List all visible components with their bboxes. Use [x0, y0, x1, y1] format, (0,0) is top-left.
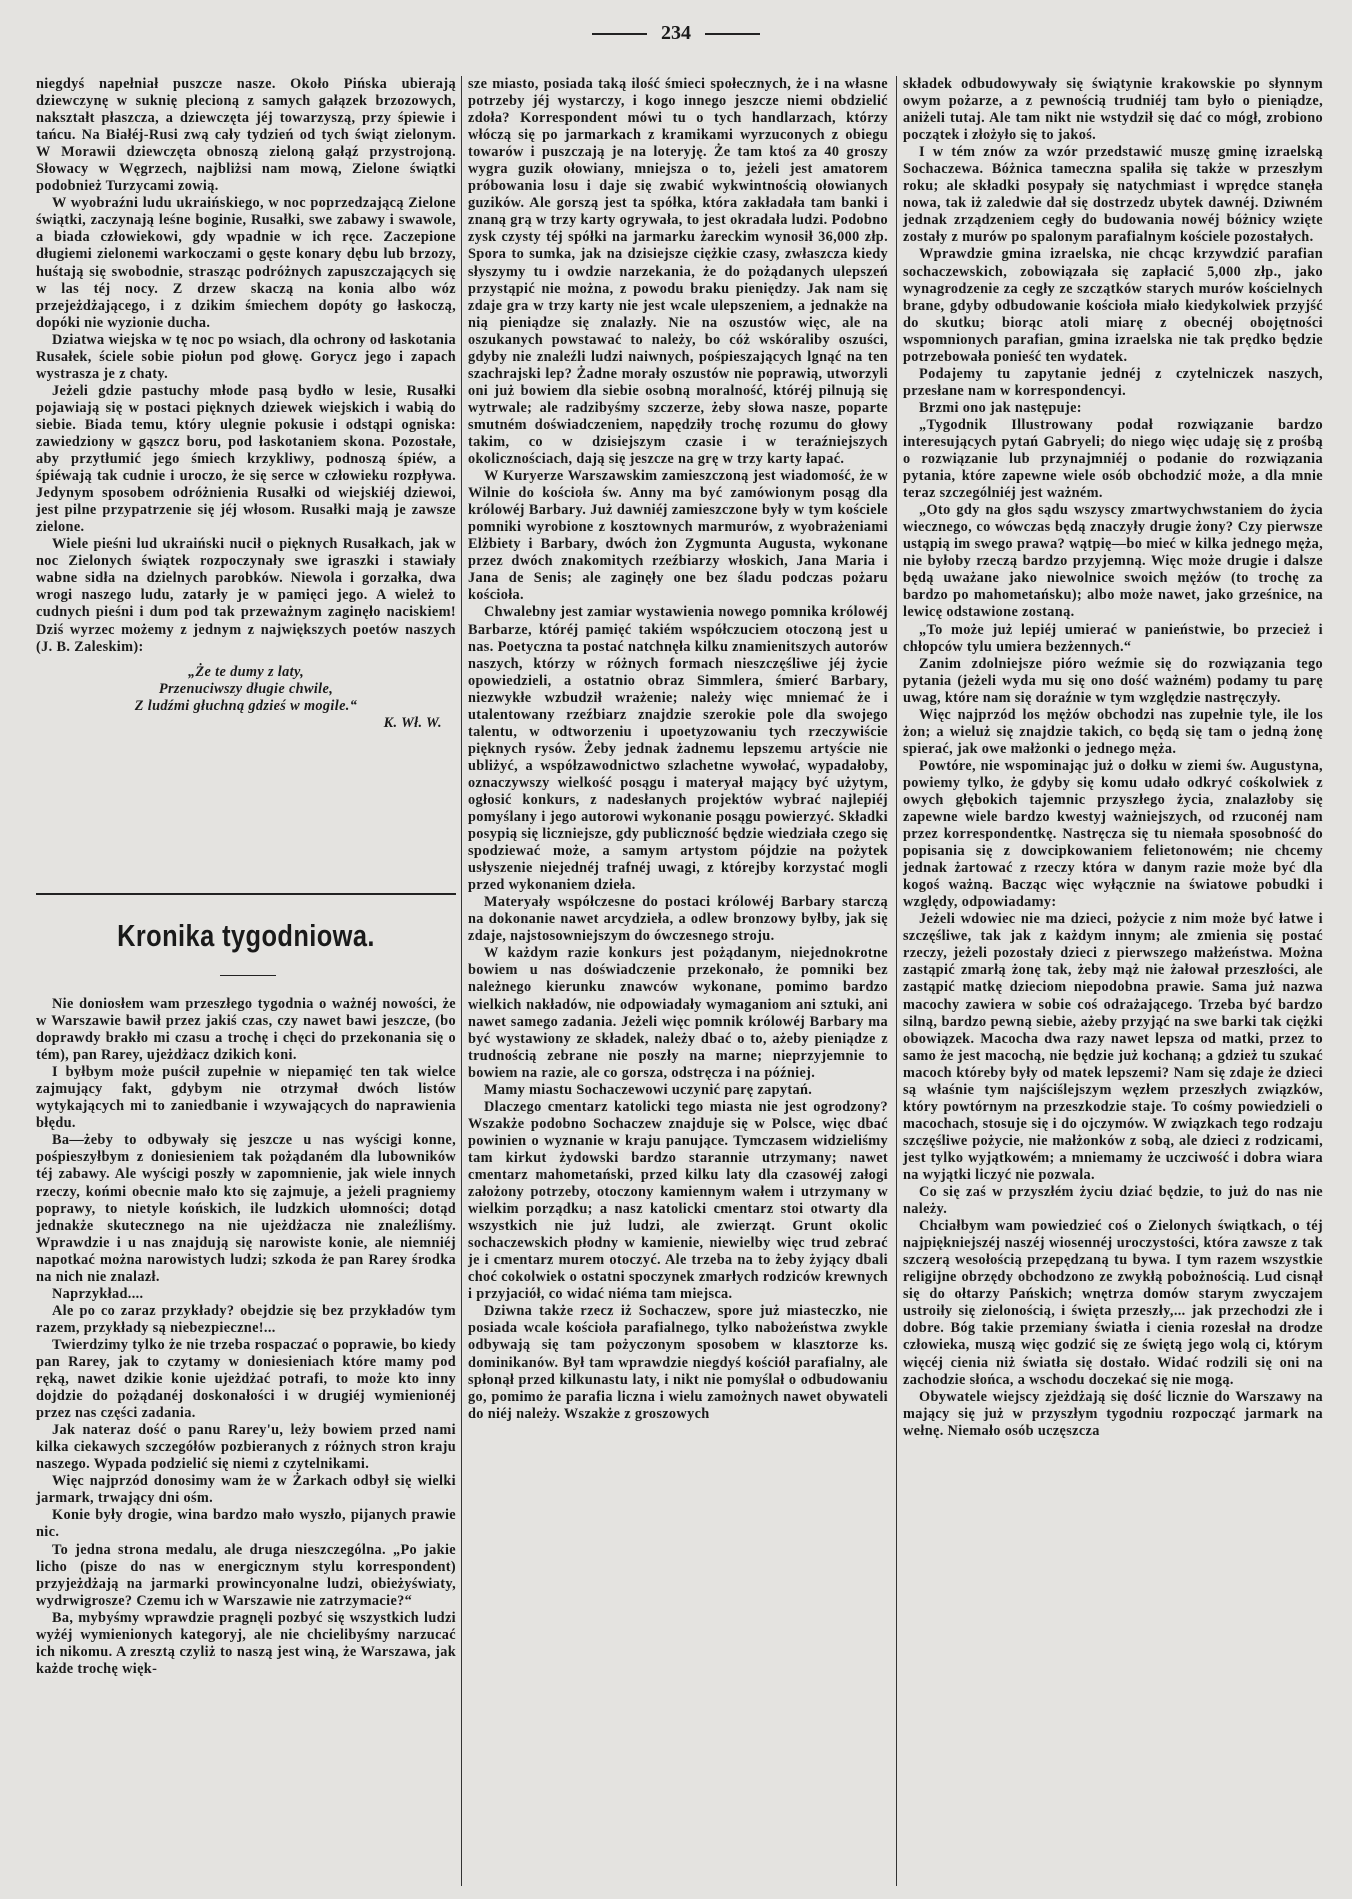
section-divider [36, 893, 456, 895]
paragraph: Dlaczego cmentarz katolicki tego miasta nie jest ogrodzony? Wszakże podobno Sochaczew znajduje się w Polsce, więc dbać powinien o wyznanie w kraju panujące. Tymczasem widzieliśmy tam kirkut żydowski bardzo starannie utrzymany; nawet cmentarz mahometański, przed kilku laty dla czasowéj załogi założony potrzeby, otoczony kamiennym wałem i utrzymany w wielkim porządku; a nasz katolicki cmentarz stoi otwarty dla wszystkich nie już ludzi, ale zwierząt. Grunt okolic sochaczewskich płodny w kamienie, niewielby więc trud zebrać je i cmentarz murem otoczyć. Ale trzeba na to żeby żyjący dbali choć cokolwiek o ostatni spoczynek zmarłych rodziców krewnych i przyjaciół, co widać niéma tam miejsca. [468, 1098, 888, 1303]
paragraph: Jak nateraz dość o panu Rarey'u, leży bowiem przed nami kilka ciekawych szczegółów pozbieranych z różnych stron kraju naszego. Wypada podzielić się niemi z czytelnikami. [36, 1422, 456, 1473]
poem-line: Przenuciwszy długie chwile, [158, 680, 334, 697]
poem-line: Z ludźmi głuchną gdzieś w mogile.“ [134, 697, 358, 714]
paragraph: „To może już lepiéj umierać w panieństwie, bo przecież i chłopców tylu umiera bezżennych.“ [903, 621, 1323, 655]
paragraph: Nie doniosłem wam przeszłego tygodnia o ważnéj nowości, że w Warszawie bawił przez jakiś czas, czy nawet bawi jeszcze, (bo doprawdy brakło mi czasu a trochę i chęci do przekonania się o tém), pan Rarey, ujeżdżacz dzikich koni. [36, 996, 456, 1064]
paragraph: „Oto gdy na głos sądu wszyscy zmartwychwstaniem do życia wiecznego, co wówczas będą znaczyły drugie żony? Czy pierwsze ustąpią im swego prawa? wątpię—bo mieć w kilka jednego męża, nie byłoby rzeczą bardzo przyjemną. Więc może drugie i dalsze będą uważane jako niewolnice swoich mężów (to trochę za bardzo po mahometańsku); albo może nawet, jako grześnice, na lewicę odstawione zostaną. [903, 502, 1323, 621]
paragraph: niegdyś napełniał puszcze nasze. Około Pińska ubierają dziewczynę w suknię plecioną z samych gałązek brzozowych, nakształt płaszcza, a dziewczęta jéj towarzyszą, przy śpiewie i tańcu. Na Białéj-Rusi zwą cały tydzień od tych świąt zielonym. W Morawii dziewczęta obnoszą zieloną gałąź przystrojoną. Słowacy w Węgrzech, najbliżsi nam mową, Zielone świątki podobnież Turzycami zowią. [36, 76, 456, 195]
paragraph: Co się zaś w przyszłém życiu dziać będzie, to już do nas nie należy. [903, 1184, 1323, 1218]
kronika-article [36, 996, 456, 1678]
paragraph: składek odbudowywały się świątynie krakowskie po słynnym owym pożarze, a z pewnością trudniéj tam było o pieniądze, aniżeli tutaj. Ale tam nikt nie wstydził się dać co mógł, zrobiono początek i złożyło się to jakoś. [903, 76, 1323, 144]
paragraph: Więc najprzód donosimy wam że w Żarkach odbył się wielki jarmark, trwający dni ośm. [36, 1473, 456, 1507]
paragraph: Chciałbym wam powiedzieć coś o Zielonych świątkach, o téj najpiękniejszéj naszéj wiosennéj uroczystości, która zawsze z tak szczerą wesołością przepędzaną tu bywa. I tym razem wszystkie religijne obrzędy obchodzono ze zwykłą pobożnością. Lud cisnął się do ołtarzy Pańskich; wnętrza domów starym zwyczajem ustroiły się zielonością, i święta przeszły,... jak przechodzi złe i dobre. Bóg takie przemiany światła i cienia rozesłał na drodze człowieka, muszą więc godzić się ze świętą jego wolą ci, którym więcéj cienia niż światła się dostało. Widać rodzili się oni na zachodzie słońca, a wschodu doczekać się nie mogą. [903, 1218, 1323, 1388]
page-number-text: 234 [661, 22, 691, 44]
paragraph: Dziwna także rzecz iż Sochaczew, spore już miasteczko, nie posiada wcale kościoła parafialnego, tylko nabożeństwa zwykle odbywają się tam pożyczonym sposobem w klasztorze ks. dominikanów. Był tam wprawdzie niegdyś kościół parafialny, ale spłonął przed kilkunastu laty, i nikt nie pomyślał o odbudowaniu go, pomimo że parafia liczna i wielu zamożnych nawet obywateli do niéj należy. Wszakże z groszowych [468, 1303, 888, 1422]
paragraph: Mamy miastu Sochaczewowi uczynić parę zapytań. [484, 1081, 813, 1098]
paragraph: Obywatele wiejscy zjeżdżają się dość licznie do Warszawy na mający się już w przyszłym tygodniu rozpocząć jarmark na wełnę. Niemało osób uczęszcza [903, 1388, 1323, 1439]
paragraph: Dziatwa wiejska w tę noc po wsiach, dla ochrony od łaskotania Rusałek, ściele sobie piołun pod głowę. Gorycz jego i zapach wystrasza je z chaty. [36, 331, 456, 382]
paragraph: To jedna strona medalu, ale druga nieszczególna. „Po jakie licho (pisze do nas w energicznym stylu korrespondent) przyjeżdżają na jarmarki prowincyonalne ludzi, obieżyświaty, wydrwigrosze? Czemu ich w Warszawie nie zatrzymacie?“ [36, 1541, 456, 1609]
paragraph: Ba—żeby to odbywały się jeszcze u nas wyścigi konne, pośpieszyłbym z doniesieniem tak pożądaném dla lubowników téj zabawy. Ale wyścigi poszły w zapomnienie, jak wiele innych rzeczy, końmi obecnie mało kto się zajmuje, a jeżeli pragniemy poprawy, to nietyle końskich, ile ludzkich ułomności; dotąd jednakże skutecznego na nie ujeżdżacza nie znaleźliśmy. Wprawdzie i u nas znajdują się narowiste konie, ale niemniéj napotkać można narowistych ludzi; szkoda że pan Rarey środka na nich nie znalazł. [36, 1132, 456, 1285]
column-divider [896, 76, 897, 1886]
paragraph: Wiele pieśni lud ukraiński nucił o pięknych Rusałkach, jak w noc Zielonych świątek rozpoczynały swe igraszki i stawiały wabne sidła na dzielnych parobków. Niewola i gorzałka, dwa wrogi naszego ludu, zatarły je w pamięci jego. A wieleż to cudnych pieśni i dum pod tak przeważnym zaginęło naciskiem! Dziś wyrzec możemy z jednym z największych poetów naszych (J. B. Zaleskim): [36, 536, 456, 655]
column-3-article [903, 76, 1323, 1440]
paragraph: W Kuryerze Warszawskim zamieszczoną jest wiadomość, że w Wilnie do kościoła św. Anny ma być zamówionym posąg dla królowéj Barbary. Już dawniéj zamieszczone były w tym kościele pomniki wyrobione z kosztownych marmurów, z wyobrażeniami Elżbiety i Barbary, dwóch żon Zygmunta Augusta, wykonane przez dwóch znakomitych rzeźbiarzy włoskich, Jana Maria i Jana de Senis; ale zaginęły one bez śladu podczas pożaru kościoła. [468, 468, 888, 604]
paragraph: Brzmi ono jak następuje: [919, 399, 1082, 416]
paragraph: Naprzykład.... [52, 1285, 144, 1302]
paragraph: Podajemy tu zapytanie jednéj z czytelniczek naszych, przesłane nam w korrespondencyi. [903, 365, 1323, 399]
paragraph: sze miasto, posiada taką ilość śmieci społecznych, że i na własne potrzeby jéj wystarczy, i kogo innego jeszcze niemi obdzielić zdoła? Korrespondent mówi tu o tych handlarzach, którzy włóczą się po jarmarkach z kramikami wyrzuconych z obiegu towarów i puszczają je na loteryję. Że tam ktoś za 40 groszy wygra guzik ołowiany, mniejsza o to, jeżeli jest amatorem próbowania losu i daje się zwabić wykwintnością ołowianych guzików. Ale gorszą jest ta spółka, która zakładała tam banki i znaną grą w trzy karty ogrywała, to jest okradała ludzi. Podobno zysk czysty téj spółki na jarmarku żareckim wynosił 36,000 złp. Spora to sumka, jak na dzisiejsze ciężkie czasy, zwłaszcza kiedy słyszymy tu i owdzie narzekania, że do pożądanych ulepszeń przystąpić nie można, z powodu braku pieniędzy. Jak nam się zdaje gra w trzy karty nie jest wcale ulepszeniem, a jednakże na nią pieniądze się znalazły. Nie na oszustów więc, ale na oszukanych powstawać to należy, bo cóż wskóraliby oszuści, gdyby nie znaleźli ludzi naiwnych, pośpieszających lgnąć na ten szachrajski lep? Żadne morały oszustów nie poprawią, utworzyli oni już bowiem dla siebie osobną moralność, któréj pilnują się wytrwale; ale radzibyśmy szczerze, żeby słowa nasze, poparte smutném doświadczeniem, napędziły trochę rozumu do głowy takim, co w dzisiejszym czasie i w teraźniejszych okolicznościach, dają się jeszcze na grę w trzy karty łapać. [468, 76, 888, 468]
poem-quote [36, 664, 456, 715]
paragraph: I w tém znów za wzór przedstawić muszę gminę izraelską Sochaczewa. Bóżnica tameczna spaliła się także w przeszłym roku; ale składki posypały się natychmiast i wprędce stanęła nowa, tak iż zaledwie dał się dostrzedz ubytek dawnéj. Dziwném jednak zrządzeniem cegły do budowania nowéj bóżnicy wzięte zostały z murów po spalonym parafialnym kościele pozostałych. [903, 144, 1323, 246]
author-signature: K. Wł. W. [383, 714, 442, 731]
column-2-article [468, 76, 888, 1423]
section-heading: Kronika tygodniowa. [117, 918, 375, 953]
paragraph: W wyobraźni ludu ukraińskiego, w noc poprzedzającą Zielone świątki, zaczynają leśne boginie, Rusałki, swe zabawy i swawole, a biada człowiekowi, gdy wpadnie w ich ręce. Zaczepione długiemi zielonemi warkoczami o gęste konary dębu lub brzozy, huśtają się swobodnie, strasząc podróżnych zapuszczających się w las téj nocy. Z drzew skaczą na konia albo wóz przejeżdżającego, i z dzikim śmiechem dopóty go łaskoczą, dopóki nie wyzionie ducha. [36, 195, 456, 331]
paragraph: Ale po co zaraz przykłady? obejdzie się bez przykładów tym razem, przykłady są niebezpieczne!... [36, 1302, 456, 1336]
paragraph: Jeżeli wdowiec nie ma dzieci, pożycie z nim może być łatwe i szczęśliwe, tak jak z każdym innym; ale zmienia się postać rzeczy, jeżeli pozostały dzieci z pierwszego małżeństwa. Można zastąpić zmarłą żonę tak, żeby mąż nie żałował przeszłości, ale zastąpić matkę dzieciom niepodobna prawie. Sama już nazwa macochy zawiera w sobie coś odrażającego. Trzeba być bardzo silną, bardzo pewną siebie, ażeby przyjąć na swe barki tak ciężki obowiązek. Macocha dwa razy nawet lepsza od matki, przez to samo że jest macochą, nie będzie już kochaną; a gdzież tu szukać macoch któreby były od matek lepszemi? Nam się zdaje że dzieci są właśnie tym najściślejszym węzłem przeszłych związków, który powtórnym na przeszkodzie staje. To cośmy powiedzieli o macochach, stosuje się i do ojczymów. W związkach tego rodzaju szczęśliwe pożycie, nie małżonków z sobą, ale dzieci z rodzicami, jest tylko wyjątkowém; a mniemamy że uczciwość i dobra wiara na wyjątki liczyć nie pozwala. [903, 911, 1323, 1183]
paragraph: Więc najprzód los mężów obchodzi nas zupełnie tyle, ile los żon; a wieluż się znajdzie takich, co będą się tam o jedną żonę spierać, jak owe małżonki o jednego męża. [903, 706, 1323, 757]
paragraph: Twierdzimy tylko że nie trzeba rospaczać o poprawie, bo kiedy pan Rarey, jak to czytamy w doniesieniach które mamy pod ręką, nawet dzikie konie ujeżdżać potrafi, to może kto inny dojdzie do pożądanéj doskonałości i w drugiéj wymienionéj przez nas części zadania. [36, 1336, 456, 1422]
heading-underline [220, 975, 276, 976]
paragraph: Zanim zdolniejsze pióro weźmie się do rozwiązania tego pytania (jeżeli wyda mu się ono dość ważném) podamy tu parę uwag, które nam się doraźnie w tym względzie nastręczyły. [903, 655, 1323, 706]
paragraph: Jeżeli gdzie pastuchy młode pasą bydło w lesie, Rusałki pojawiają się w postaci pięknych dziewek wiejskich i wabią do siebie. Biada temu, który ulegnie pokusie i odstąpi ogniska: zawiedziony w gąszcz boru, pod łaskotaniem skona. Pozostałe, aby przytłumić jego śmiech krzykliwy, podnoszą śpiéw, a śpiéwają tak cudnie i uroczo, że się serce w człowieku rozpływa. Jedynym sposobem odróżnienia Rusałki od wiejskiéj dziewoi, jest pilne przypatrzenie się jéj włosom. Rusałki mają je zawsze zielone. [36, 382, 456, 536]
paragraph: Ba, mybyśmy wprawdzie pragnęli pozbyć się wszystkich ludzi wyżéj wymienionych kategoryj, ale nie chcielibyśmy narzucać ich nikomu. A zresztą czyliż to naszą jest winą, że Warszawa, jak każde trochę więk- [36, 1609, 456, 1677]
paragraph: Materyały współczesne do postaci królowéj Barbary starczą na dokonanie nawet arcydzieła, a odlew bronzowy byłby, jak się zdaje, najstosowniejszym do ówczesnego stroju. [468, 894, 888, 945]
paragraph: Powtóre, nie wspominając już o dołku w ziemi św. Augustyna, powiemy tylko, że gdyby się komu udało odkryć cośkolwiek z owych głębokich tajemnic przyszłego życia, znalazłoby się zapewne wiele bardzo kwestyj ważniejszych, od rzuconéj nam przez korrespondentkę. Nastręcza się tu niemała sposobność do popisania się z dowcipkowaniem felietonowém; nie chcemy jednak żartować z rzeczy która w danym razie może być dla kogoś ważną. Bacząc więc wyłącznie na światowe pobudki i względy, odpowiadamy: [903, 757, 1323, 911]
paragraph: „Tygodnik Illustrowany podał rozwiązanie bardzo interesujących pytań Gabryeli; do niego więc udaję się z prośbą o rozwiązanie lub przynajmniéj o podanie do rozwiązania pytania, które zapewne wiele osób obchodzić może, a dla mnie teraz szczególniéj jest ważném. [903, 416, 1323, 502]
paragraph: W każdym razie konkurs jest pożądanym, niejednokrotne bowiem u nas doświadczenie przekonało, że pomniki bez należnego kierunku znawców wykonane, pomimo bardzo wielkich nakładów, nie odpowiadały wymaganiom ani sztuki, ani nawet samego zadania. Jeżeli więc pomnik królowéj Barbary ma być wystawiony ze składek, należy dbać o to, ażeby pieniądze z trudnością zebrane nie poszły na marne; nieprzyjemnie to bowiem na razie, ale co gorsza, odstręcza i na później. [468, 945, 888, 1081]
page-number [0, 22, 1352, 45]
divider [705, 33, 760, 35]
column-divider [461, 76, 462, 1886]
paragraph: Konie były drogie, wina bardzo mało wyszło, pijanych prawie nic. [36, 1507, 456, 1541]
divider [592, 33, 647, 35]
column-1-article [36, 76, 456, 732]
paragraph: Wprawdzie gmina izraelska, nie chcąc krzywdzić parafian sochaczewskich, zobowiązała się zapłacić 5,000 złp., jako wynagrodzenie za cegły ze szczątków starych murów kościelnych brane, gdyby odbudowanie kościoła miało kiedykolwiek przyjść do skutku; biorąc atoli miarę z obecnéj obojętności wspomnionych parafian, gmina izraelska nie tak prędko będzie potrzebowała ponieść ten wydatek. [903, 246, 1323, 365]
paragraph: Chwalebny jest zamiar wystawienia nowego pomnika królowéj Barbarze, któréj pamięć takiém współczuciem otoczoną jest u nas. Poetyczna ta postać natchnęła kilku znamienitszych autorów naszych, którzy w różnych formach nieszczęśliwe jéj życie opowiedzieli, a ostatnio obraz Simmlera, śmierć Barbary, niezwykłe wzbudził wrażenie; należy więc mniemać że i utalentowany rzeźbiarz znajdzie szerokie pole dla swojego talentu, w odtworzeniu i upoetyzowaniu tych rzeczywiście pięknych rysów. Żeby jednak żadnemu lepszemu artyście nie ubliżyć, a współzawodnictwo szlachetne wywołać, wypadałoby, oznaczywszy wielkość posągu i materyał mający być użytym, ogłosić konkurs, z nadesłanych projektów wybrać najlepiéj pomyślany i jego autorowi wykonanie posągu powierzyć. Składki posypią się liczniejsze, gdy publiczność będzie wiedziała czego się spodziewać może, a samym artystom pójdzie na pożytek usłyszenie niejednéj trafnéj uwagi, z którejby korzystać mogli przed wykonaniem dzieła. [468, 604, 888, 894]
poem-line: „Że te dumy z laty, [187, 663, 305, 680]
paragraph: I byłbym może puścił zupełnie w niepamięć ten tak wielce zajmujący fakt, gdybym nie otrzymał dwóch listów wytykających mi to zaniedbanie i wzywających do naprawienia błędu. [36, 1064, 456, 1132]
